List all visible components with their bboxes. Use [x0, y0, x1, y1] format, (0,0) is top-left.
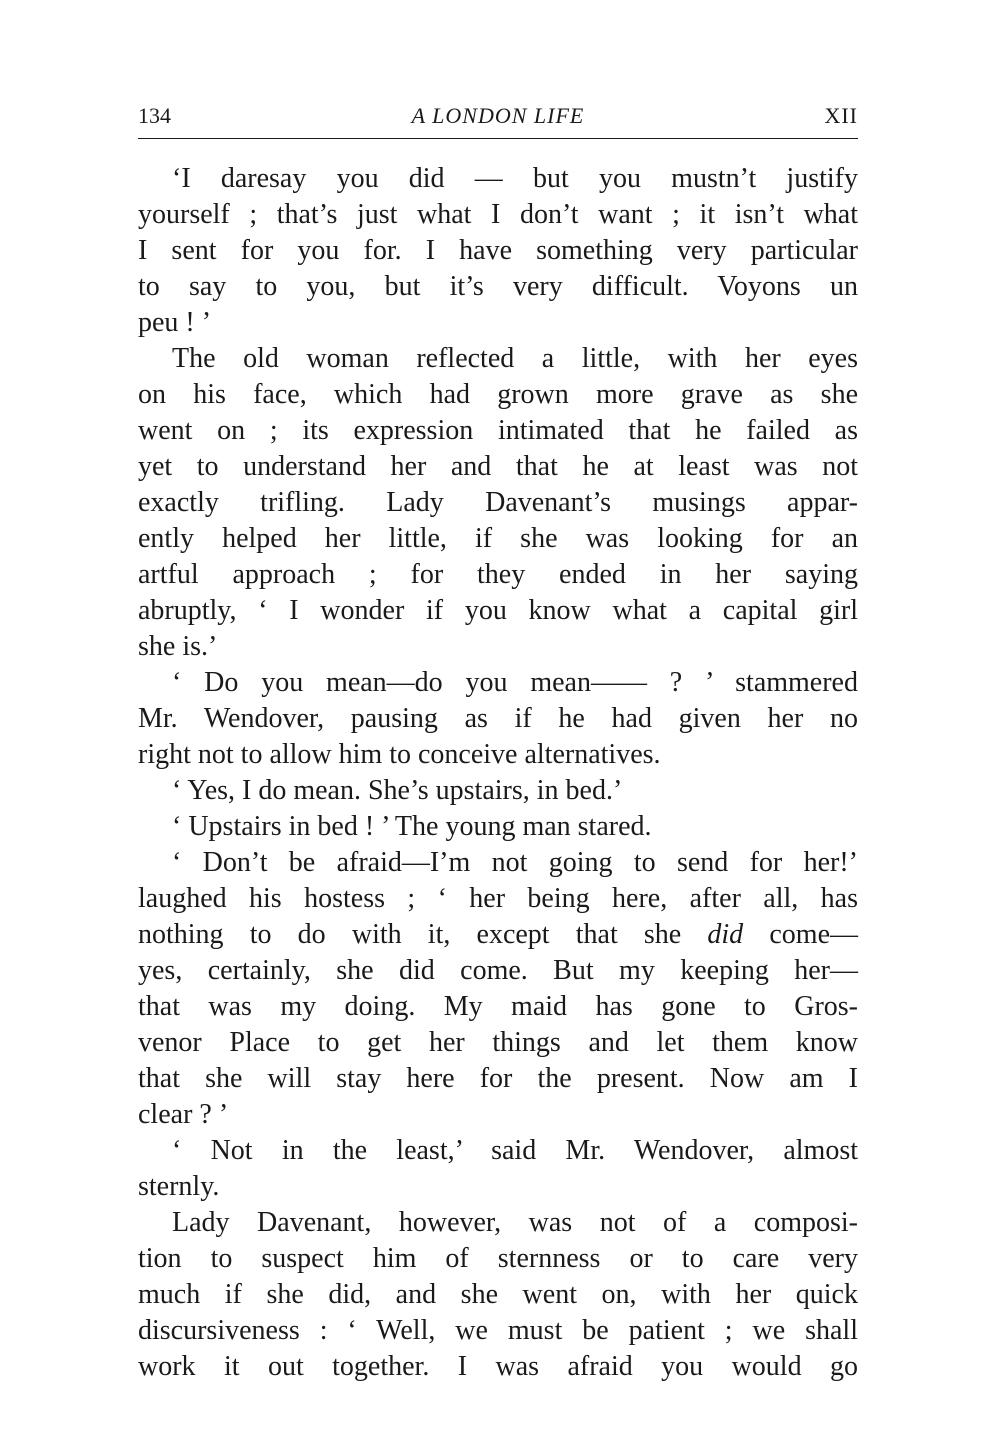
text-line: Lady Davenant, however, was not of a composi- [172, 1207, 858, 1238]
text-line: peu ! ’ [138, 307, 212, 338]
text-line: to say to you, but it’s very difficult. Voyons un [138, 271, 858, 302]
text-line: ‘ Don’t be afraid—I’m not going to send for her!’ [172, 847, 858, 878]
text-line: clear ? ’ [138, 1099, 229, 1130]
text-line: yes, certainly, she did come. But my keeping her— [138, 955, 858, 986]
text-line: venor Place to get her things and let them know [138, 1027, 858, 1058]
text-line: went on ; its expression intimated that he failed as [138, 415, 858, 446]
text-segment: nothing to do with it, except that she [138, 919, 708, 950]
text-line [138, 917, 858, 953]
text-line: discursiveness : ‘ Well, we must be patient ; we shall [138, 1315, 858, 1346]
text-line: yet to understand her and that he at least was not [138, 451, 858, 482]
text-line: much if she did, and she went on, with her quick [138, 1279, 858, 1310]
text-line: exactly trifling. Lady Davenant’s musings appar- [138, 487, 858, 518]
book-page [138, 96, 858, 1385]
text-line: yourself ; that’s just what I don’t want ; it isn’t what [138, 199, 858, 230]
text-line: artful approach ; for they ended in her saying [138, 559, 858, 590]
text-line: ‘ Not in the least,’ said Mr. Wendover, almost [172, 1135, 858, 1166]
text-line: she is.’ [138, 631, 218, 662]
text-line: ‘ Yes, I do mean. She’s upstairs, in bed.’ [172, 775, 623, 806]
text-line: work it out together. I was afraid you would go [138, 1351, 858, 1382]
header-rule [138, 138, 858, 139]
text-line: Mr. Wendover, pausing as if he had given her no [138, 703, 858, 734]
text-line: abruptly, ‘ I wonder if you know what a capital girl [138, 595, 858, 626]
text-line: sternly. [138, 1171, 220, 1202]
text-line: The old woman reflected a little, with her eyes [172, 343, 858, 374]
text-line: laughed his hostess ; ‘ her being here, after all, has [138, 883, 858, 914]
running-head [138, 96, 858, 136]
emphasis-text: did [707, 919, 744, 950]
book-title: A LONDON LIFE [411, 103, 585, 128]
text-line: ‘ Upstairs in bed ! ’ The young man stared. [172, 811, 652, 842]
body-text [138, 161, 858, 1385]
text-line: tion to suspect him of sternness or to care very [138, 1243, 858, 1274]
text-line: ently helped her little, if she was looking for an [138, 523, 858, 554]
text-line: that was my doing. My maid has gone to Gros- [138, 991, 858, 1022]
text-line: ‘ Do you mean—do you mean—— ? ’ stammered [172, 667, 858, 698]
text-line: I sent for you for. I have something very particular [138, 235, 858, 266]
chapter-number: XII [824, 103, 858, 128]
text-line: right not to allow him to conceive alternatives. [138, 739, 661, 770]
page-number: 134 [138, 103, 171, 128]
text-segment: come— [743, 919, 858, 950]
text-line: ‘I daresay you did — but you mustn’t justify [172, 163, 858, 194]
text-line: on his face, which had grown more grave as she [138, 379, 858, 410]
text-line: that she will stay here for the present. Now am I [138, 1063, 858, 1094]
